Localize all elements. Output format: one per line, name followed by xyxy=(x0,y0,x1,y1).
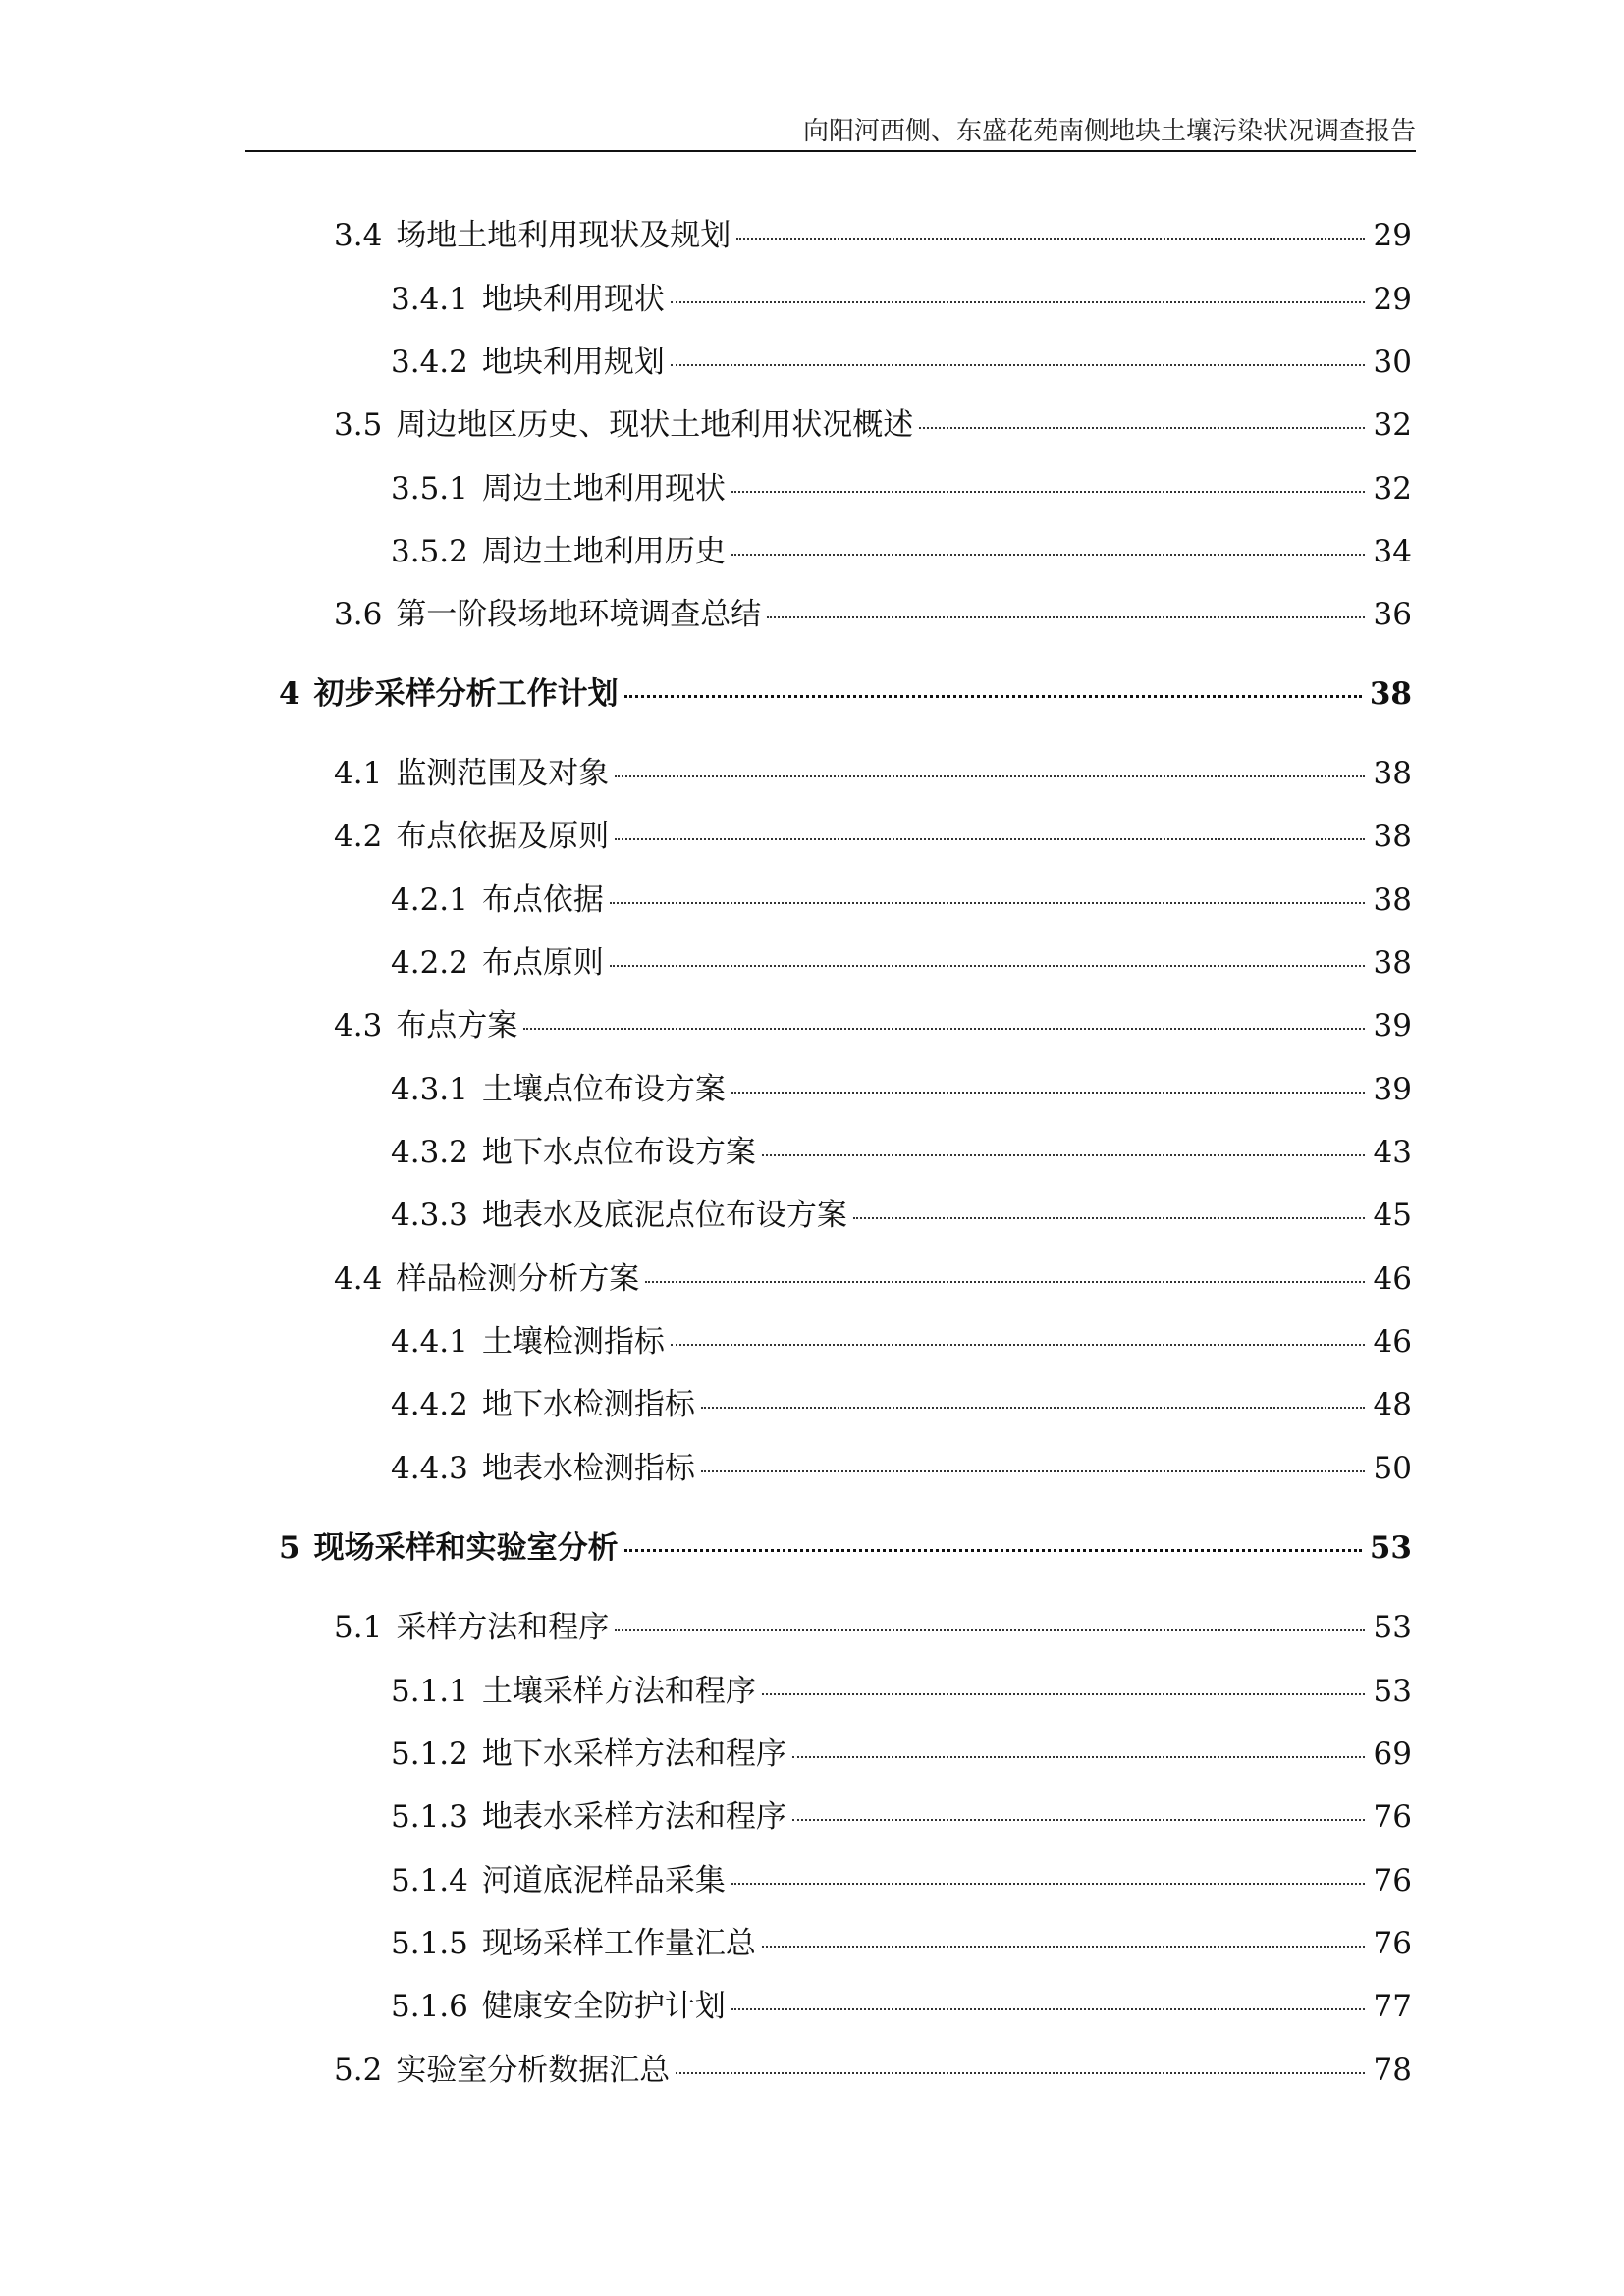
toc-entry-5-1-2[interactable] xyxy=(391,1733,1412,1776)
toc-leader xyxy=(792,1756,1365,1758)
toc-entry-4-4-1[interactable] xyxy=(391,1320,1412,1363)
toc-entry-3-6[interactable] xyxy=(334,593,1412,636)
toc-entry-3-5-2[interactable] xyxy=(391,530,1412,573)
toc-number: 4 xyxy=(279,676,300,712)
toc-title: 样品检测分析方案 xyxy=(396,1261,640,1297)
toc-number: 4.1 xyxy=(334,756,383,791)
toc-title: 采样方法和程序 xyxy=(396,1610,610,1645)
toc-leader xyxy=(671,301,1365,303)
toc-title: 布点方案 xyxy=(396,1008,518,1043)
toc-number: 3.4.1 xyxy=(391,282,468,317)
toc-title: 地表水采样方法和程序 xyxy=(481,1799,786,1835)
toc-leader xyxy=(762,1693,1365,1695)
toc-title: 地下水检测指标 xyxy=(481,1387,695,1422)
toc-number: 5.2 xyxy=(334,2053,383,2088)
toc-entry-3-4[interactable] xyxy=(334,214,1412,257)
toc-title: 实验室分析数据汇总 xyxy=(396,2053,671,2088)
toc-page: 38 xyxy=(1369,676,1412,712)
toc-leader xyxy=(610,902,1365,904)
toc-leader xyxy=(731,1092,1365,1094)
toc-page: 77 xyxy=(1373,1989,1412,2024)
toc-leader xyxy=(523,1028,1365,1030)
toc-title: 河道底泥样品采集 xyxy=(481,1863,726,1898)
toc-entry-4-3[interactable] xyxy=(334,1004,1412,1047)
toc-number: 3.5 xyxy=(334,407,383,443)
toc-entry-4-4[interactable] xyxy=(334,1257,1412,1301)
toc-number: 4.2.2 xyxy=(391,945,468,981)
toc-title: 现场采样和实验室分析 xyxy=(313,1530,619,1566)
toc-leader xyxy=(731,2008,1365,2010)
toc-entry-4-3-1[interactable] xyxy=(391,1068,1412,1111)
toc-page: 32 xyxy=(1373,407,1412,443)
toc-entry-5-1-3[interactable] xyxy=(391,1795,1412,1839)
toc-title: 布点原则 xyxy=(481,945,604,981)
toc-number: 3.6 xyxy=(334,597,383,632)
toc-leader xyxy=(610,965,1365,967)
toc-page: 53 xyxy=(1369,1530,1412,1566)
toc-title: 地块利用规划 xyxy=(481,345,665,380)
toc-page: 46 xyxy=(1373,1261,1412,1297)
toc-number: 3.4 xyxy=(334,218,383,253)
toc-number: 5.1.4 xyxy=(391,1863,468,1898)
toc-leader xyxy=(919,427,1365,429)
toc-leader xyxy=(731,554,1365,556)
toc-page: 48 xyxy=(1373,1387,1412,1422)
toc-page: 76 xyxy=(1373,1799,1412,1835)
toc-leader xyxy=(762,1946,1365,1948)
toc-entry-4-1[interactable] xyxy=(334,752,1412,795)
toc-number: 3.4.2 xyxy=(391,345,468,380)
toc-title: 周边土地利用现状 xyxy=(481,471,726,507)
toc-page: 39 xyxy=(1373,1072,1412,1107)
toc-leader xyxy=(615,1629,1365,1631)
toc-page: 76 xyxy=(1373,1926,1412,1961)
toc-entry-4-3-2[interactable] xyxy=(391,1131,1412,1174)
toc-leader xyxy=(671,1344,1365,1346)
toc-number: 5.1 xyxy=(334,1610,383,1645)
toc-entry-5-1-1[interactable] xyxy=(391,1670,1412,1713)
toc-entry-4-4-3[interactable] xyxy=(391,1447,1412,1490)
toc-entry-5-2[interactable] xyxy=(334,2049,1412,2092)
toc-leader xyxy=(671,364,1365,366)
toc-leader xyxy=(792,1819,1365,1821)
toc-title: 第一阶段场地环境调查总结 xyxy=(396,597,762,632)
toc-entry-3-5-1[interactable] xyxy=(391,467,1412,510)
toc-page: 36 xyxy=(1373,597,1412,632)
toc-entry-5-1[interactable] xyxy=(334,1606,1412,1649)
toc-entry-4-2-1[interactable] xyxy=(391,879,1412,922)
toc-number: 3.5.1 xyxy=(391,471,468,507)
toc-page: 45 xyxy=(1373,1198,1412,1233)
toc-number: 4.4 xyxy=(334,1261,383,1297)
toc-chapter-5[interactable] xyxy=(279,1526,1412,1570)
toc-page: 69 xyxy=(1373,1736,1412,1772)
toc-leader xyxy=(701,1470,1365,1472)
toc-entry-5-1-6[interactable] xyxy=(391,1985,1412,2028)
toc-title: 健康安全防护计划 xyxy=(481,1989,726,2024)
toc-leader xyxy=(853,1217,1365,1219)
toc-title: 监测范围及对象 xyxy=(396,756,610,791)
toc-title: 土壤检测指标 xyxy=(481,1324,665,1360)
toc-entry-4-2-2[interactable] xyxy=(391,941,1412,985)
toc-leader xyxy=(645,1281,1365,1283)
toc-title: 初步采样分析工作计划 xyxy=(313,676,619,712)
toc-title: 布点依据及原则 xyxy=(396,819,610,854)
toc-leader xyxy=(615,775,1365,777)
toc-chapter-4[interactable] xyxy=(279,672,1412,716)
toc-title: 地块利用现状 xyxy=(481,282,665,317)
toc-number: 4.3.1 xyxy=(391,1072,468,1107)
toc-number: 4.2 xyxy=(334,819,383,854)
toc-number: 5.1.3 xyxy=(391,1799,468,1835)
toc-page: 39 xyxy=(1373,1008,1412,1043)
toc-title: 土壤点位布设方案 xyxy=(481,1072,726,1107)
toc-entry-3-5[interactable] xyxy=(334,403,1412,447)
toc-page: 38 xyxy=(1373,819,1412,854)
toc-leader xyxy=(767,616,1365,618)
toc-page: 53 xyxy=(1373,1674,1412,1709)
toc-leader xyxy=(624,695,1362,698)
toc-page: 32 xyxy=(1373,471,1412,507)
toc-page: 38 xyxy=(1373,882,1412,918)
toc-title: 地表水检测指标 xyxy=(481,1451,695,1486)
toc-number: 4.3.3 xyxy=(391,1198,468,1233)
toc-number: 5.1.1 xyxy=(391,1674,468,1709)
toc-entry-3-4-1[interactable] xyxy=(391,278,1412,321)
toc-leader xyxy=(762,1154,1365,1156)
toc-entry-4-2[interactable] xyxy=(334,815,1412,858)
toc-page: 43 xyxy=(1373,1135,1412,1170)
toc-leader xyxy=(736,238,1365,240)
toc-page: 78 xyxy=(1373,2053,1412,2088)
running-header: 向阳河西侧、东盛花苑南侧地块土壤污染状况调查报告 xyxy=(802,117,1416,146)
toc-number: 3.5.2 xyxy=(391,534,468,569)
toc-entry-4-4-2[interactable] xyxy=(391,1383,1412,1426)
toc-page: 38 xyxy=(1373,945,1412,981)
toc-number: 5 xyxy=(279,1530,300,1566)
toc-page: 50 xyxy=(1373,1451,1412,1486)
toc-title: 场地土地利用现状及规划 xyxy=(396,218,731,253)
toc-entry-3-4-2[interactable] xyxy=(391,341,1412,384)
toc-leader xyxy=(676,2072,1365,2074)
toc-number: 4.4.3 xyxy=(391,1451,468,1486)
toc-number: 5.1.6 xyxy=(391,1989,468,2024)
toc-number: 4.4.1 xyxy=(391,1324,468,1360)
toc-page: 76 xyxy=(1373,1863,1412,1898)
header-rule xyxy=(245,150,1416,152)
toc-page: 38 xyxy=(1373,756,1412,791)
toc-number: 4.3 xyxy=(334,1008,383,1043)
toc-title: 周边地区历史、现状土地利用状况概述 xyxy=(396,407,914,443)
toc-number: 4.4.2 xyxy=(391,1387,468,1422)
toc-number: 4.3.2 xyxy=(391,1135,468,1170)
toc-page: 29 xyxy=(1373,218,1412,253)
toc-page: 53 xyxy=(1373,1610,1412,1645)
toc-number: 5.1.5 xyxy=(391,1926,468,1961)
toc-leader xyxy=(731,491,1365,493)
toc-leader xyxy=(624,1549,1362,1552)
toc-number: 5.1.2 xyxy=(391,1736,468,1772)
toc-page: 29 xyxy=(1373,282,1412,317)
toc-title: 周边土地利用历史 xyxy=(481,534,726,569)
toc-title: 地下水点位布设方案 xyxy=(481,1135,756,1170)
toc-entry-4-3-3[interactable] xyxy=(391,1194,1412,1237)
toc-leader xyxy=(615,838,1365,840)
toc-number: 4.2.1 xyxy=(391,882,468,918)
toc-title: 地下水采样方法和程序 xyxy=(481,1736,786,1772)
toc-page: 46 xyxy=(1373,1324,1412,1360)
toc-title: 现场采样工作量汇总 xyxy=(481,1926,756,1961)
toc-page: 34 xyxy=(1373,534,1412,569)
toc-title: 土壤采样方法和程序 xyxy=(481,1674,756,1709)
toc-title: 布点依据 xyxy=(481,882,604,918)
toc-leader xyxy=(731,1883,1365,1885)
toc-page: 30 xyxy=(1373,345,1412,380)
toc-entry-5-1-5[interactable] xyxy=(391,1922,1412,1965)
toc-entry-5-1-4[interactable] xyxy=(391,1859,1412,1902)
toc-leader xyxy=(701,1407,1365,1409)
toc-title: 地表水及底泥点位布设方案 xyxy=(481,1198,847,1233)
